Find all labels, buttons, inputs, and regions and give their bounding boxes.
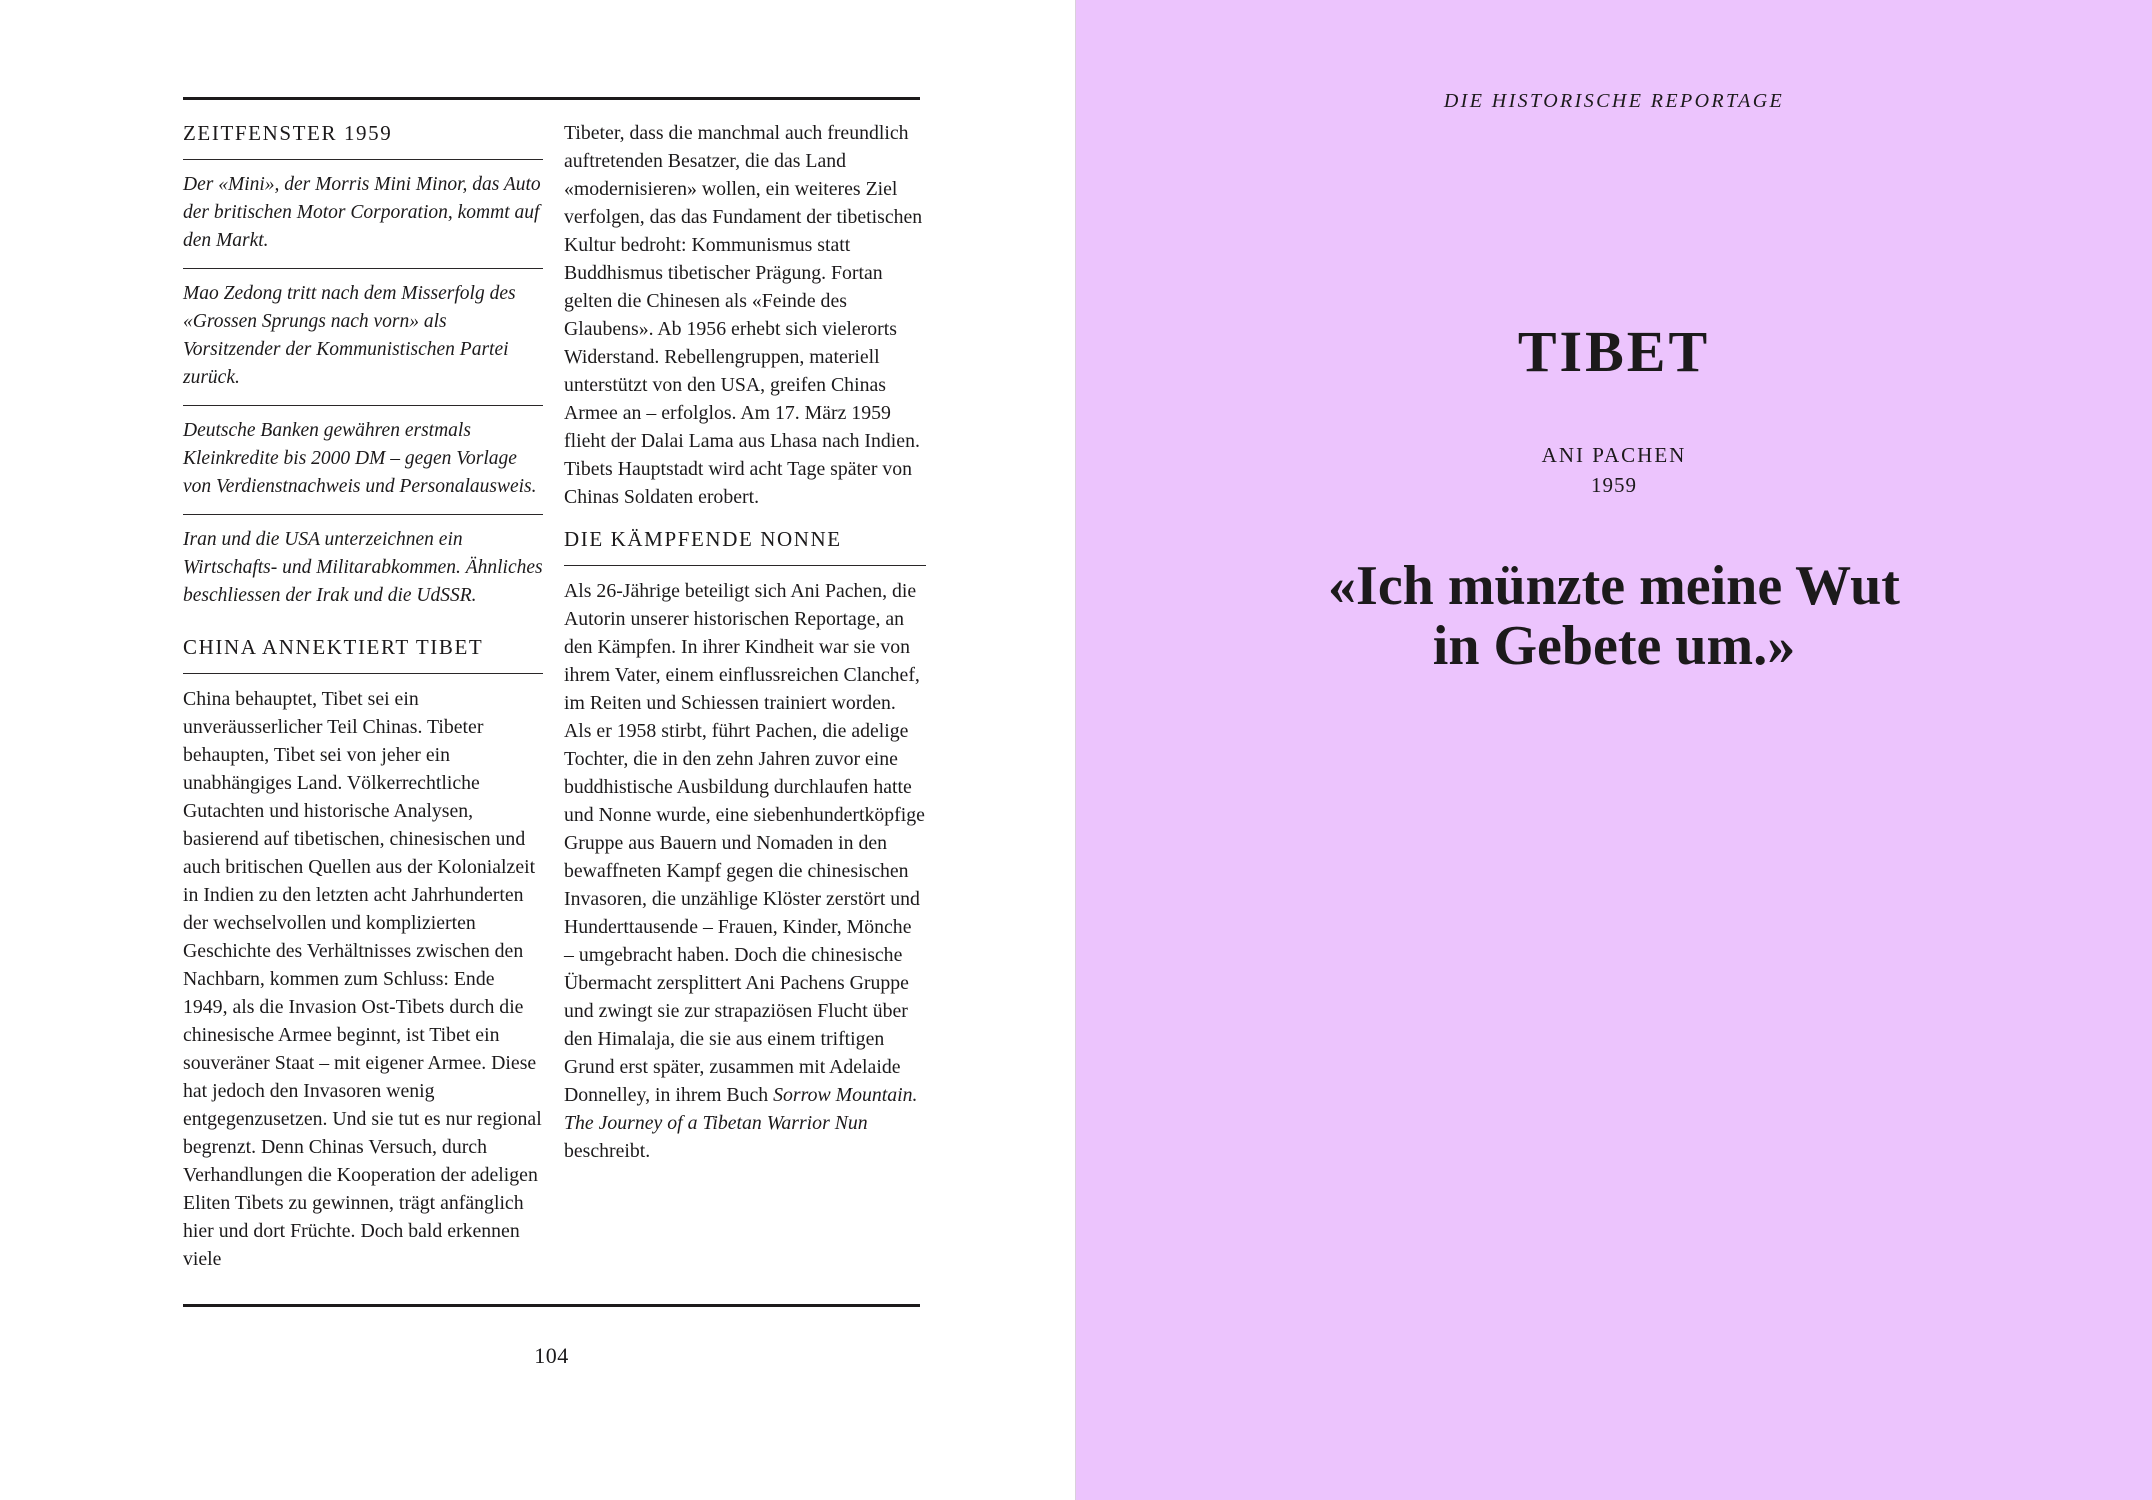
section-kicker: DIE HISTORISCHE REPORTAGE <box>1443 90 1785 112</box>
nonne-heading: DIE KÄMPFENDE NONNE <box>564 525 926 566</box>
zeitfenster-item: Mao Zedong tritt nach dem Misserfolg des «Grossen Sprungs nach vorn» als Vorsitzender der Kommunistischen Partei zurück. <box>183 280 543 406</box>
right-column <box>564 119 926 1179</box>
zeitfenster-item: Iran und die USA unterzeichnen ein Wirtschafts- und Militarabkommen. Ähnliches beschliessen der Irak und die UdSSR. <box>183 529 543 606</box>
left-column <box>183 119 543 1287</box>
bottom-rule <box>183 1304 920 1307</box>
right-page <box>1076 0 2152 1500</box>
book-title: Sorrow Mountain. The Journey of a Tibetan Warrior Nun <box>564 1084 918 1134</box>
nonne-text-end: beschreibt. <box>564 1140 651 1162</box>
author-name: ANI PACHEN <box>1541 443 1687 467</box>
top-rule <box>183 97 920 100</box>
chapter-year: 1959 <box>1591 473 1637 497</box>
nonne-text: Als 26-Jährige beteiligt sich Ani Pachen, die Autorin unserer historischen Reportage, an den Kämpfen. In ihrer Kindheit war sie von ihrem Vater, einem einflussreichen Clanchef, im Reiten und Schiessen trainiert worden. Als er 1958 stirbt, führt Pachen, die adelige Tochter, die in den zehn Jahren zuvor eine buddhistische Ausbildung durchlaufen hatte und Nonne wurde, eine siebenhundertköpfige Gruppe aus Bauern und Nomaden in den bewaffneten Kampf gegen die chinesischen Invasoren, die unzählige Klöster zerstört und Hunderttausende – Frauen, Kinder, Mönche – umgebracht haben. Doch die chinesische Übermacht zersplittert Ani Pachens Gruppe und zwingt sie zur strapaziösen Flucht über den Himalaja, die sie aus einem triftigen Grund erst später, zusammen mit Adelaide Donnelley, in ihrem Buch <box>564 580 925 1106</box>
pull-quote: «Ich münzte meine Wut in Gebete um.» <box>1328 555 1900 677</box>
zeitfenster-item: Deutsche Banken gewähren erstmals Kleinkredite bis 2000 DM – gegen Vorlage von Verdienstnachweis und Personalausweis. <box>183 417 543 515</box>
china-heading: CHINA ANNEKTIERT TIBET <box>183 633 543 674</box>
zeitfenster-item: Der «Mini», der Morris Mini Minor, das Auto der britischen Motor Corporation, kommt auf den Markt. <box>183 171 543 269</box>
china-body-text: China behauptet, Tibet sei ein unveräusserlicher Teil Chinas. Tibeter behaupten, Tibet sei von jeher ein unabhängiges Land. Völkerrechtliche Gutachten und historische Analysen, basierend auf tibetischen, chinesischen und auch britischen Quellen aus der Kolonialzeit in Indien zu den letzten acht Jahrhunderten der wechselvollen und komplizierten Geschichte des Verhältnisses zwischen den Nachbarn, kommen zum Schluss: Ende 1949, als die Invasion Ost-Tibets durch die chinesische Armee beginnt, ist Tibet ein souveräner Staat – mit eigener Armee. Diese hat jedoch den Invasoren wenig entgegenzusetzen. Und sie tut es nur regional begrenzt. Denn Chinas Versuch, durch Verhandlungen die Kooperation der adeligen Eliten Tibets zu gewinnen, trägt anfänglich hier und dort Früchte. Doch bald erkennen viele <box>183 688 542 1270</box>
zeitfenster-heading: ZEITFENSTER 1959 <box>183 119 543 160</box>
left-page <box>0 0 1075 1500</box>
continued-body-text: Tibeter, dass die manchmal auch freundlich auftretenden Besatzer, die das Land «modernisieren» wollen, ein weiteres Ziel verfolgen, das das Fundament der tibetischen Kultur bedroht: Kommunismus statt Buddhismus tibetischer Prägung. Fortan gelten die Chinesen als «Feinde des Glaubens». Ab 1956 erhebt sich vielerorts Widerstand. Rebellengruppen, materiell unterstützt von den USA, greifen Chinas Armee an – erfolglos. Am 17. März 1959 flieht der Dalai Lama aus Lhasa nach Indien. Tibets Hauptstadt wird acht Tage später von Chinas Soldaten erobert. <box>564 122 923 508</box>
page-number: 104 <box>534 1343 569 1368</box>
nonne-body-text <box>564 577 926 1165</box>
chapter-title: TIBET <box>1517 319 1711 384</box>
